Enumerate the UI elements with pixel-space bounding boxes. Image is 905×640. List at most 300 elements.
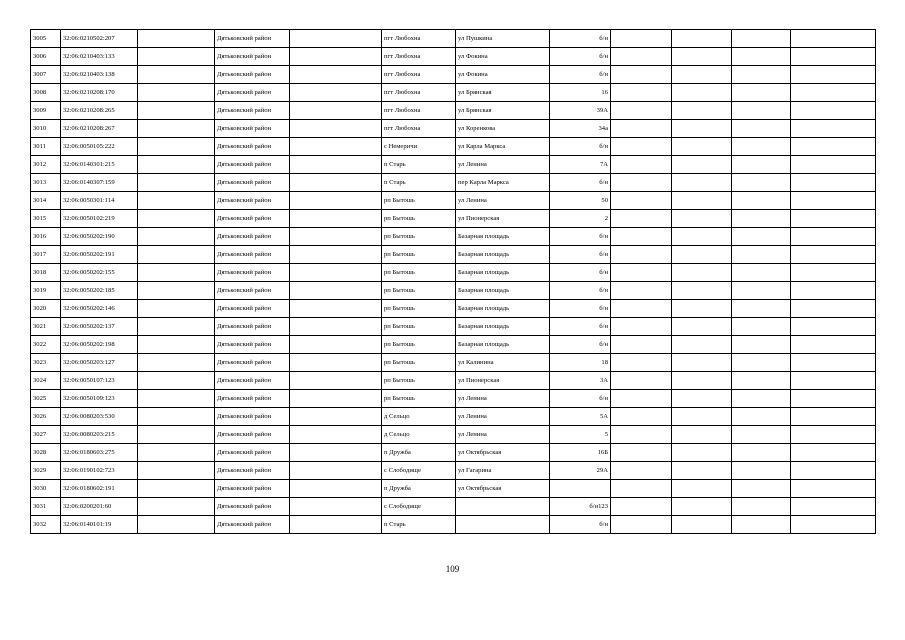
cell-cadastral-number: 32:06:0200201:60: [61, 498, 138, 516]
cell-row-number: 3011: [31, 138, 61, 156]
cell-row-number: 3008: [31, 84, 61, 102]
cell-cadastral-number: 32:06:0050202:137: [61, 318, 138, 336]
cell-house-number: б/н: [550, 264, 611, 282]
table-row: [31, 426, 876, 444]
cell-empty: [290, 300, 382, 318]
table-row: [31, 336, 876, 354]
cell-empty: [611, 174, 672, 192]
cell-empty: [791, 84, 876, 102]
cell-settlement: п Старь: [382, 156, 456, 174]
cell-empty: [791, 372, 876, 390]
cell-empty: [791, 390, 876, 408]
cell-street: Базарная площадь: [456, 318, 550, 336]
cell-empty: [672, 318, 732, 336]
cell-cadastral-number: 32:06:0210208:170: [61, 84, 138, 102]
table-row: [31, 300, 876, 318]
cell-house-number: 16Б: [550, 444, 611, 462]
cell-district: Дятьковский район: [215, 174, 290, 192]
cell-empty: [672, 336, 732, 354]
cell-house-number: [550, 480, 611, 498]
cell-settlement: рп Бытошь: [382, 210, 456, 228]
cell-cadastral-number: 32:06:0050203:127: [61, 354, 138, 372]
cell-empty: [611, 66, 672, 84]
cell-cadastral-number: 32:06:0210502:207: [61, 30, 138, 48]
cell-district: Дятьковский район: [215, 228, 290, 246]
cell-cadastral-number: 32:06:0080203:530: [61, 408, 138, 426]
cell-settlement: рп Бытошь: [382, 264, 456, 282]
cell-empty: [672, 282, 732, 300]
cell-empty: [672, 120, 732, 138]
cell-settlement: п Дружба: [382, 480, 456, 498]
cell-empty: [672, 84, 732, 102]
cell-district: Дятьковский район: [215, 120, 290, 138]
cell-settlement: рп Бытошь: [382, 282, 456, 300]
cell-empty: [290, 84, 382, 102]
cell-settlement: пгт Любохна: [382, 66, 456, 84]
cell-empty: [290, 462, 382, 480]
cell-empty: [791, 336, 876, 354]
cell-empty: [611, 84, 672, 102]
cell-house-number: б/н: [550, 228, 611, 246]
cell-settlement: рп Бытошь: [382, 354, 456, 372]
cell-row-number: 3017: [31, 246, 61, 264]
cell-row-number: 3007: [31, 66, 61, 84]
cell-house-number: б/н: [550, 174, 611, 192]
cell-empty: [611, 318, 672, 336]
cell-empty: [290, 174, 382, 192]
table-row: [31, 318, 876, 336]
cell-street: ул Брянская: [456, 102, 550, 120]
cell-district: Дятьковский район: [215, 66, 290, 84]
cell-district: Дятьковский район: [215, 426, 290, 444]
cell-empty: [290, 372, 382, 390]
cell-row-number: 3014: [31, 192, 61, 210]
cell-empty: [611, 228, 672, 246]
cell-row-number: 3022: [31, 336, 61, 354]
cell-settlement: п Старь: [382, 174, 456, 192]
cell-district: Дятьковский район: [215, 300, 290, 318]
cell-settlement: д Сельцо: [382, 408, 456, 426]
cell-district: Дятьковский район: [215, 516, 290, 534]
cell-empty: [611, 444, 672, 462]
cell-empty: [672, 102, 732, 120]
cell-empty: [611, 300, 672, 318]
cell-empty: [138, 192, 215, 210]
table-row: [31, 138, 876, 156]
table-row: [31, 462, 876, 480]
cell-empty: [138, 48, 215, 66]
table-row: [31, 228, 876, 246]
cell-empty: [791, 318, 876, 336]
cell-cadastral-number: 32:06:0050109:123: [61, 390, 138, 408]
cell-row-number: 3025: [31, 390, 61, 408]
cell-empty: [611, 102, 672, 120]
cell-empty: [290, 480, 382, 498]
cell-street: ул Октябрьская: [456, 444, 550, 462]
cell-settlement: пгт Любохна: [382, 120, 456, 138]
cell-empty: [138, 228, 215, 246]
cell-cadastral-number: 32:06:0180602:191: [61, 480, 138, 498]
cell-empty: [732, 120, 791, 138]
cell-house-number: б/н: [550, 300, 611, 318]
cell-empty: [138, 174, 215, 192]
cell-cadastral-number: 32:06:0140307:159: [61, 174, 138, 192]
cell-empty: [732, 66, 791, 84]
cell-empty: [791, 66, 876, 84]
cell-district: Дятьковский район: [215, 318, 290, 336]
cell-row-number: 3021: [31, 318, 61, 336]
cell-district: Дятьковский район: [215, 390, 290, 408]
cell-empty: [138, 354, 215, 372]
cell-street: ул Гагарина: [456, 462, 550, 480]
cell-empty: [138, 246, 215, 264]
cell-empty: [138, 30, 215, 48]
cell-cadastral-number: 32:06:0190102:723: [61, 462, 138, 480]
cell-row-number: 3028: [31, 444, 61, 462]
cell-empty: [791, 408, 876, 426]
cell-empty: [672, 480, 732, 498]
cell-empty: [611, 192, 672, 210]
cell-empty: [732, 462, 791, 480]
cell-empty: [732, 372, 791, 390]
cell-settlement: п Дружба: [382, 444, 456, 462]
cell-row-number: 3031: [31, 498, 61, 516]
table-row: [31, 390, 876, 408]
cell-empty: [290, 264, 382, 282]
cell-empty: [290, 444, 382, 462]
cell-row-number: 3005: [31, 30, 61, 48]
cell-empty: [672, 138, 732, 156]
cell-empty: [791, 282, 876, 300]
cell-empty: [672, 390, 732, 408]
cell-settlement: с Немеричи: [382, 138, 456, 156]
cell-district: Дятьковский район: [215, 156, 290, 174]
cell-empty: [611, 246, 672, 264]
cell-empty: [138, 336, 215, 354]
cell-settlement: п Старь: [382, 516, 456, 534]
cell-empty: [732, 174, 791, 192]
cell-empty: [732, 210, 791, 228]
cell-empty: [290, 210, 382, 228]
cell-settlement: рп Бытошь: [382, 372, 456, 390]
table-row: [31, 246, 876, 264]
cell-house-number: б/н123: [550, 498, 611, 516]
cell-row-number: 3026: [31, 408, 61, 426]
cell-house-number: б/н: [550, 138, 611, 156]
cell-empty: [611, 120, 672, 138]
cell-street: ул Пушкина: [456, 30, 550, 48]
cell-empty: [290, 390, 382, 408]
cell-settlement: рп Бытошь: [382, 228, 456, 246]
cell-street: [456, 516, 550, 534]
cell-empty: [290, 138, 382, 156]
cell-empty: [791, 246, 876, 264]
cell-empty: [290, 228, 382, 246]
cell-empty: [672, 498, 732, 516]
cell-street: ул Карла Маркса: [456, 138, 550, 156]
page-number: 109: [445, 564, 460, 574]
cell-district: Дятьковский район: [215, 102, 290, 120]
cell-cadastral-number: 32:06:0050107:123: [61, 372, 138, 390]
cell-cadastral-number: 32:06:0050202:155: [61, 264, 138, 282]
cell-empty: [138, 516, 215, 534]
cell-cadastral-number: 32:06:0050105:222: [61, 138, 138, 156]
cell-house-number: 3А: [550, 372, 611, 390]
cell-settlement: пгт Любохна: [382, 30, 456, 48]
cell-empty: [791, 426, 876, 444]
cell-empty: [290, 246, 382, 264]
cell-settlement: рп Бытошь: [382, 192, 456, 210]
cell-empty: [138, 408, 215, 426]
cell-house-number: 16: [550, 84, 611, 102]
cell-empty: [732, 192, 791, 210]
table-row: [31, 174, 876, 192]
cell-district: Дятьковский район: [215, 354, 290, 372]
table-row: [31, 282, 876, 300]
cell-house-number: б/н: [550, 66, 611, 84]
cell-empty: [672, 66, 732, 84]
cell-empty: [672, 372, 732, 390]
cell-cadastral-number: 32:06:0210403:133: [61, 48, 138, 66]
cell-settlement: рп Бытошь: [382, 246, 456, 264]
cell-row-number: 3030: [31, 480, 61, 498]
table-row: [31, 30, 876, 48]
cell-row-number: 3012: [31, 156, 61, 174]
cell-empty: [791, 444, 876, 462]
cell-empty: [791, 480, 876, 498]
cell-empty: [732, 48, 791, 66]
cell-empty: [791, 354, 876, 372]
cell-street: ул Пионерская: [456, 210, 550, 228]
cell-cadastral-number: 32:06:0050202:185: [61, 282, 138, 300]
table-row: [31, 66, 876, 84]
cell-empty: [732, 246, 791, 264]
cell-district: Дятьковский район: [215, 282, 290, 300]
cell-empty: [138, 300, 215, 318]
cell-settlement: рп Бытошь: [382, 318, 456, 336]
cell-empty: [290, 102, 382, 120]
cell-empty: [138, 480, 215, 498]
cell-row-number: 3018: [31, 264, 61, 282]
cell-empty: [672, 462, 732, 480]
cell-empty: [611, 336, 672, 354]
table-row: [31, 264, 876, 282]
cell-empty: [672, 246, 732, 264]
cell-empty: [791, 516, 876, 534]
cell-district: Дятьковский район: [215, 408, 290, 426]
registry-table-body: [31, 30, 876, 534]
cell-street: ул Ленина: [456, 426, 550, 444]
table-row: [31, 120, 876, 138]
cell-empty: [791, 120, 876, 138]
cell-empty: [290, 66, 382, 84]
cell-empty: [672, 426, 732, 444]
cell-empty: [138, 318, 215, 336]
cell-house-number: 18: [550, 354, 611, 372]
cell-empty: [732, 228, 791, 246]
cell-empty: [138, 264, 215, 282]
cell-empty: [791, 174, 876, 192]
cell-house-number: 7А: [550, 156, 611, 174]
cell-cadastral-number: 32:06:0050301:114: [61, 192, 138, 210]
cell-street: ул Октябрьская: [456, 480, 550, 498]
cell-cadastral-number: 32:06:0140301:215: [61, 156, 138, 174]
cell-settlement: пгт Любохна: [382, 84, 456, 102]
cell-empty: [732, 156, 791, 174]
cell-district: Дятьковский район: [215, 264, 290, 282]
cell-street: ул Ленина: [456, 156, 550, 174]
cell-empty: [290, 318, 382, 336]
cell-empty: [732, 318, 791, 336]
cell-empty: [611, 264, 672, 282]
cell-empty: [138, 444, 215, 462]
cell-house-number: 5А: [550, 408, 611, 426]
cell-row-number: 3029: [31, 462, 61, 480]
cell-district: Дятьковский район: [215, 138, 290, 156]
cell-empty: [732, 516, 791, 534]
cell-street: Базарная площадь: [456, 300, 550, 318]
cell-district: Дятьковский район: [215, 336, 290, 354]
cell-district: Дятьковский район: [215, 192, 290, 210]
cell-district: Дятьковский район: [215, 210, 290, 228]
cell-house-number: 29А: [550, 462, 611, 480]
cell-empty: [672, 516, 732, 534]
cell-house-number: 50: [550, 192, 611, 210]
cell-empty: [138, 426, 215, 444]
cell-row-number: 3024: [31, 372, 61, 390]
cell-empty: [611, 354, 672, 372]
cell-empty: [732, 84, 791, 102]
cell-empty: [290, 516, 382, 534]
cell-cadastral-number: 32:06:0080203:215: [61, 426, 138, 444]
cell-empty: [290, 282, 382, 300]
cell-street: ул Фокина: [456, 48, 550, 66]
cell-empty: [732, 480, 791, 498]
cell-empty: [732, 264, 791, 282]
cell-empty: [611, 480, 672, 498]
cell-settlement: рп Бытошь: [382, 390, 456, 408]
cell-empty: [791, 228, 876, 246]
registry-table: [30, 29, 876, 534]
cell-empty: [732, 408, 791, 426]
cell-empty: [672, 354, 732, 372]
table-row: [31, 102, 876, 120]
cell-street: Базарная площадь: [456, 336, 550, 354]
cell-empty: [611, 156, 672, 174]
table-row: [31, 48, 876, 66]
cell-row-number: 3010: [31, 120, 61, 138]
cell-empty: [611, 408, 672, 426]
cell-empty: [290, 336, 382, 354]
cell-street: ул Ленина: [456, 192, 550, 210]
cell-empty: [138, 390, 215, 408]
cell-empty: [732, 426, 791, 444]
cell-street: Базарная площадь: [456, 264, 550, 282]
cell-empty: [732, 354, 791, 372]
cell-empty: [672, 192, 732, 210]
cell-street: Базарная площадь: [456, 246, 550, 264]
cell-empty: [290, 354, 382, 372]
cell-house-number: б/н: [550, 48, 611, 66]
cell-empty: [290, 120, 382, 138]
cell-cadastral-number: 32:06:0050202:146: [61, 300, 138, 318]
table-row: [31, 156, 876, 174]
cell-empty: [672, 228, 732, 246]
table-row: [31, 192, 876, 210]
cell-row-number: 3013: [31, 174, 61, 192]
cell-row-number: 3016: [31, 228, 61, 246]
cell-street: ул Калинина: [456, 354, 550, 372]
cell-empty: [791, 30, 876, 48]
cell-house-number: б/н: [550, 336, 611, 354]
cell-empty: [791, 264, 876, 282]
cell-empty: [791, 48, 876, 66]
cell-district: Дятьковский район: [215, 498, 290, 516]
cell-empty: [138, 120, 215, 138]
cell-empty: [138, 138, 215, 156]
cell-empty: [290, 30, 382, 48]
cell-row-number: 3027: [31, 426, 61, 444]
cell-empty: [672, 48, 732, 66]
cell-cadastral-number: 32:06:0180603:275: [61, 444, 138, 462]
cell-cadastral-number: 32:06:0140101:19: [61, 516, 138, 534]
cell-empty: [138, 282, 215, 300]
cell-cadastral-number: 32:06:0050102:219: [61, 210, 138, 228]
cell-empty: [672, 300, 732, 318]
cell-empty: [732, 282, 791, 300]
cell-empty: [611, 210, 672, 228]
cell-empty: [138, 462, 215, 480]
cell-settlement: с Слободище: [382, 498, 456, 516]
table-row: [31, 480, 876, 498]
cell-house-number: 34а: [550, 120, 611, 138]
cell-settlement: пгт Любохна: [382, 48, 456, 66]
cell-empty: [672, 156, 732, 174]
cell-empty: [138, 156, 215, 174]
cell-street: пер Карла Маркса: [456, 174, 550, 192]
cell-empty: [791, 462, 876, 480]
cell-row-number: 3009: [31, 102, 61, 120]
cell-house-number: 5: [550, 426, 611, 444]
cell-cadastral-number: 32:06:0210208:267: [61, 120, 138, 138]
cell-district: Дятьковский район: [215, 462, 290, 480]
cell-empty: [611, 282, 672, 300]
cell-empty: [290, 48, 382, 66]
cell-empty: [138, 498, 215, 516]
cell-house-number: б/н: [550, 30, 611, 48]
cell-row-number: 3020: [31, 300, 61, 318]
cell-cadastral-number: 32:06:0050202:191: [61, 246, 138, 264]
cell-empty: [611, 30, 672, 48]
cell-empty: [138, 66, 215, 84]
cell-district: Дятьковский район: [215, 84, 290, 102]
cell-house-number: 39А: [550, 102, 611, 120]
cell-empty: [791, 210, 876, 228]
cell-empty: [611, 462, 672, 480]
table-row: [31, 84, 876, 102]
cell-empty: [732, 336, 791, 354]
cell-empty: [138, 102, 215, 120]
cell-row-number: 3032: [31, 516, 61, 534]
cell-empty: [290, 498, 382, 516]
table-row: [31, 498, 876, 516]
cell-district: Дятьковский район: [215, 30, 290, 48]
cell-street: Базарная площадь: [456, 282, 550, 300]
cell-street: ул Коренкова: [456, 120, 550, 138]
cell-empty: [732, 390, 791, 408]
table-row: [31, 372, 876, 390]
cell-empty: [138, 210, 215, 228]
